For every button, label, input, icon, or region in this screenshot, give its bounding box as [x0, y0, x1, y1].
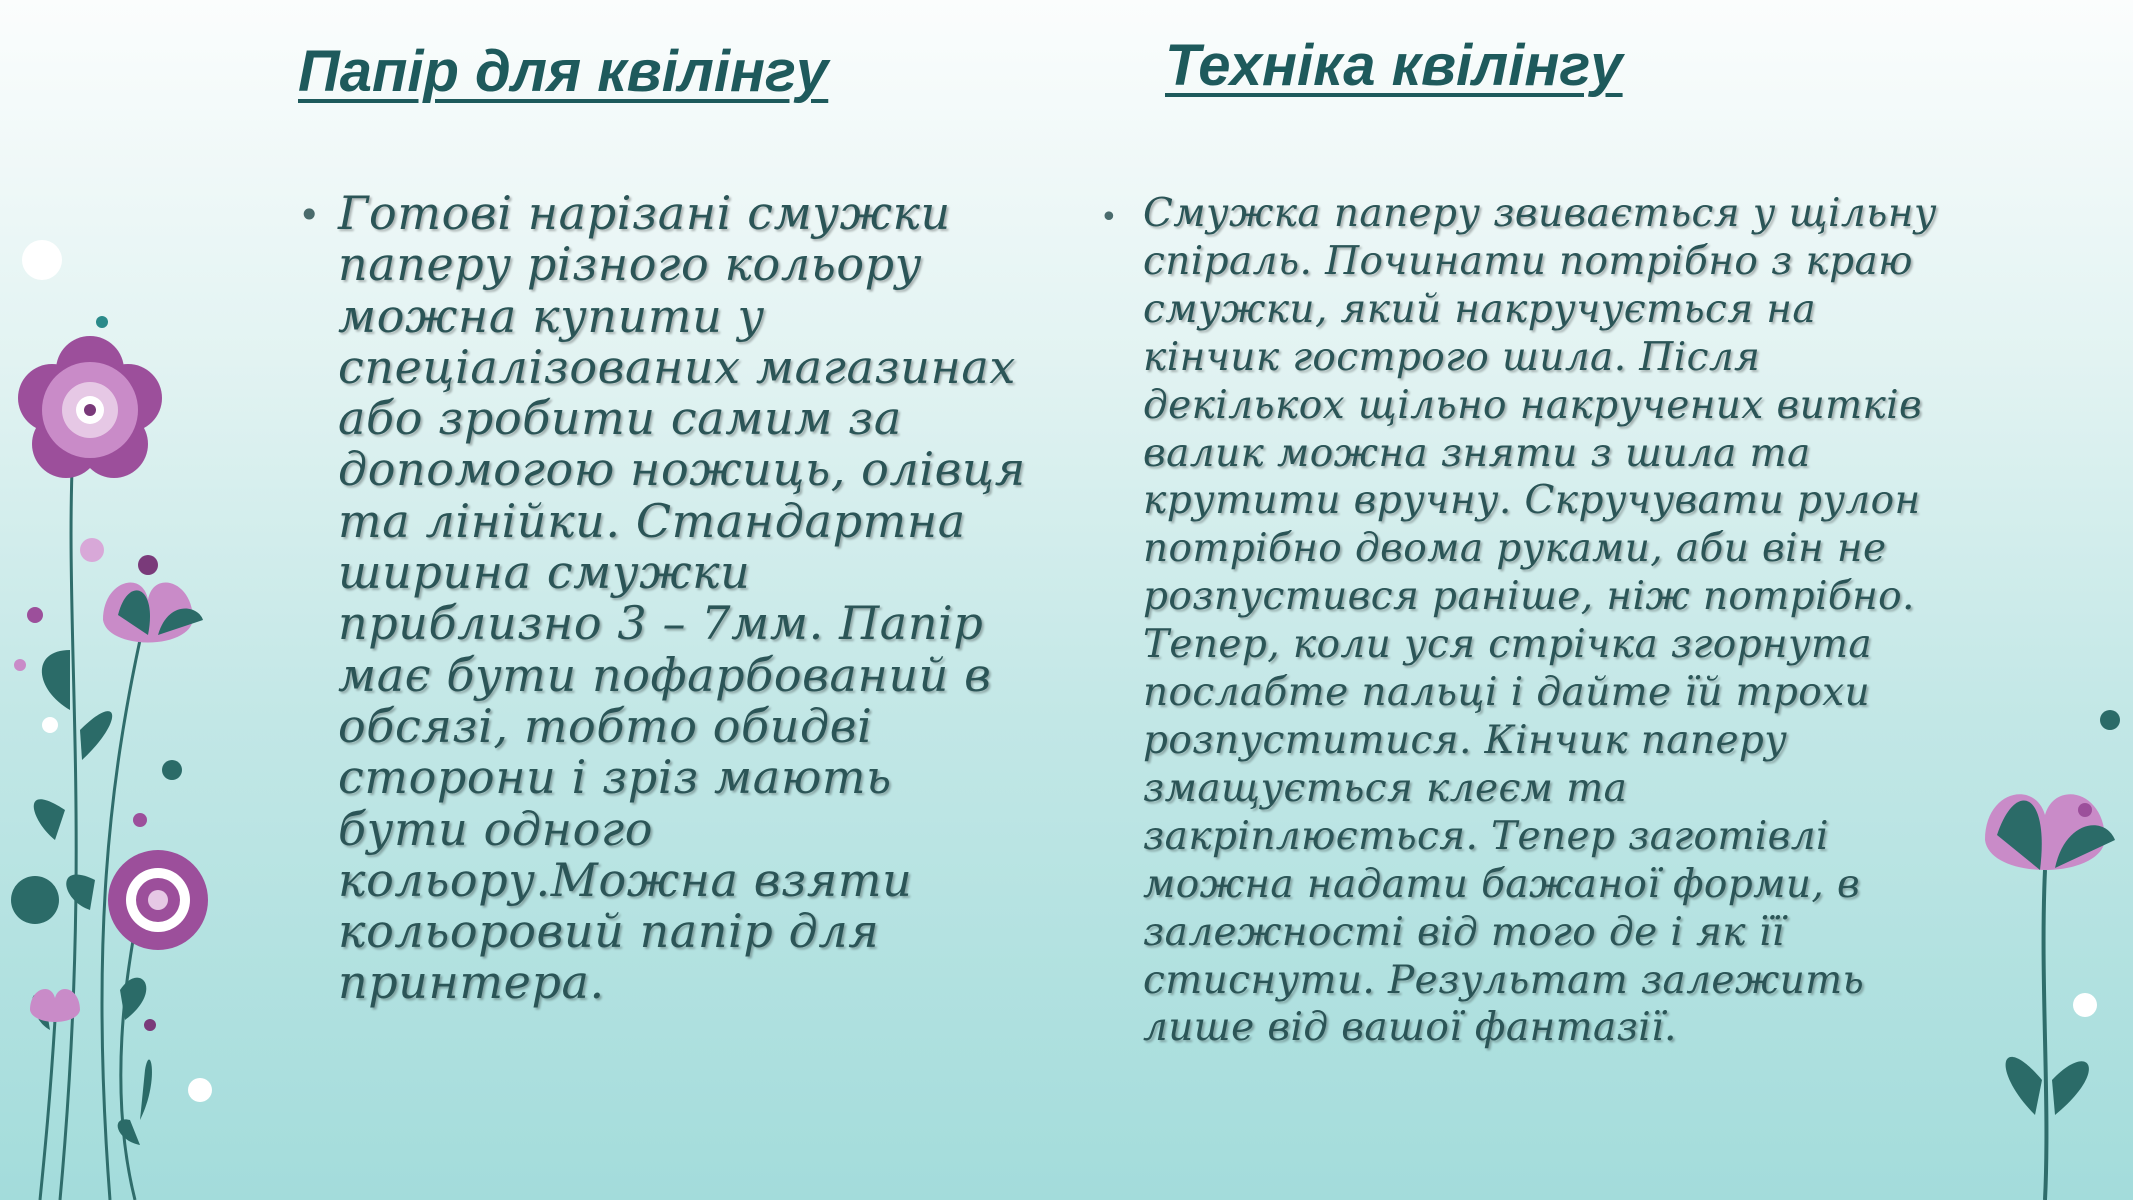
- paper-description-text: Готові нарізані смужки паперу різного кольору можна купити у спеціалізованих магазинах або зробити самим за допомогою ножиць, олівця та лінійки. Стандартна ширина смужки приблизно 3 – 7мм. Папір має бути пофарбований в обсязі, тобто обидві сторони і зріз мають бути одного кольору.Можна взяти кольоровий папір для принтера.: [338, 186, 1026, 1010]
- bullet-paper-description: [298, 188, 1028, 1009]
- bullet-marker: •: [1100, 200, 1119, 235]
- flower-right: [1960, 700, 2133, 1200]
- bullet-technique-description: [1100, 190, 1960, 1052]
- heading-paper-for-quilling: Папір для квілінгу: [298, 39, 829, 104]
- flower-cluster-left: [0, 220, 220, 1200]
- bullet-marker: •: [298, 193, 322, 237]
- technique-description-text: Смужка паперу звивається у щільну спіраль. Починати потрібно з краю смужки, який накручується на кінчик гострого шила. Після декількох щільно накручених витків валик можна зняти з шила та крутити вручну. Скручувати рулон потрібно двома руками, аби він не розпустився раніше, ніж потрібно. Тепер, коли уся стрічка згорнута послабте пальці і дайте їй трохи розпуститися. Кінчик паперу змащується клеєм та закріплюється. Тепер заготівлі можна надати бажаної форми, в залежності від того де і як її стиснути. Результат залежить лише від вашої фантазії.: [1143, 191, 1937, 1051]
- heading-quilling-technique: Техніка квілінгу: [1165, 33, 1623, 98]
